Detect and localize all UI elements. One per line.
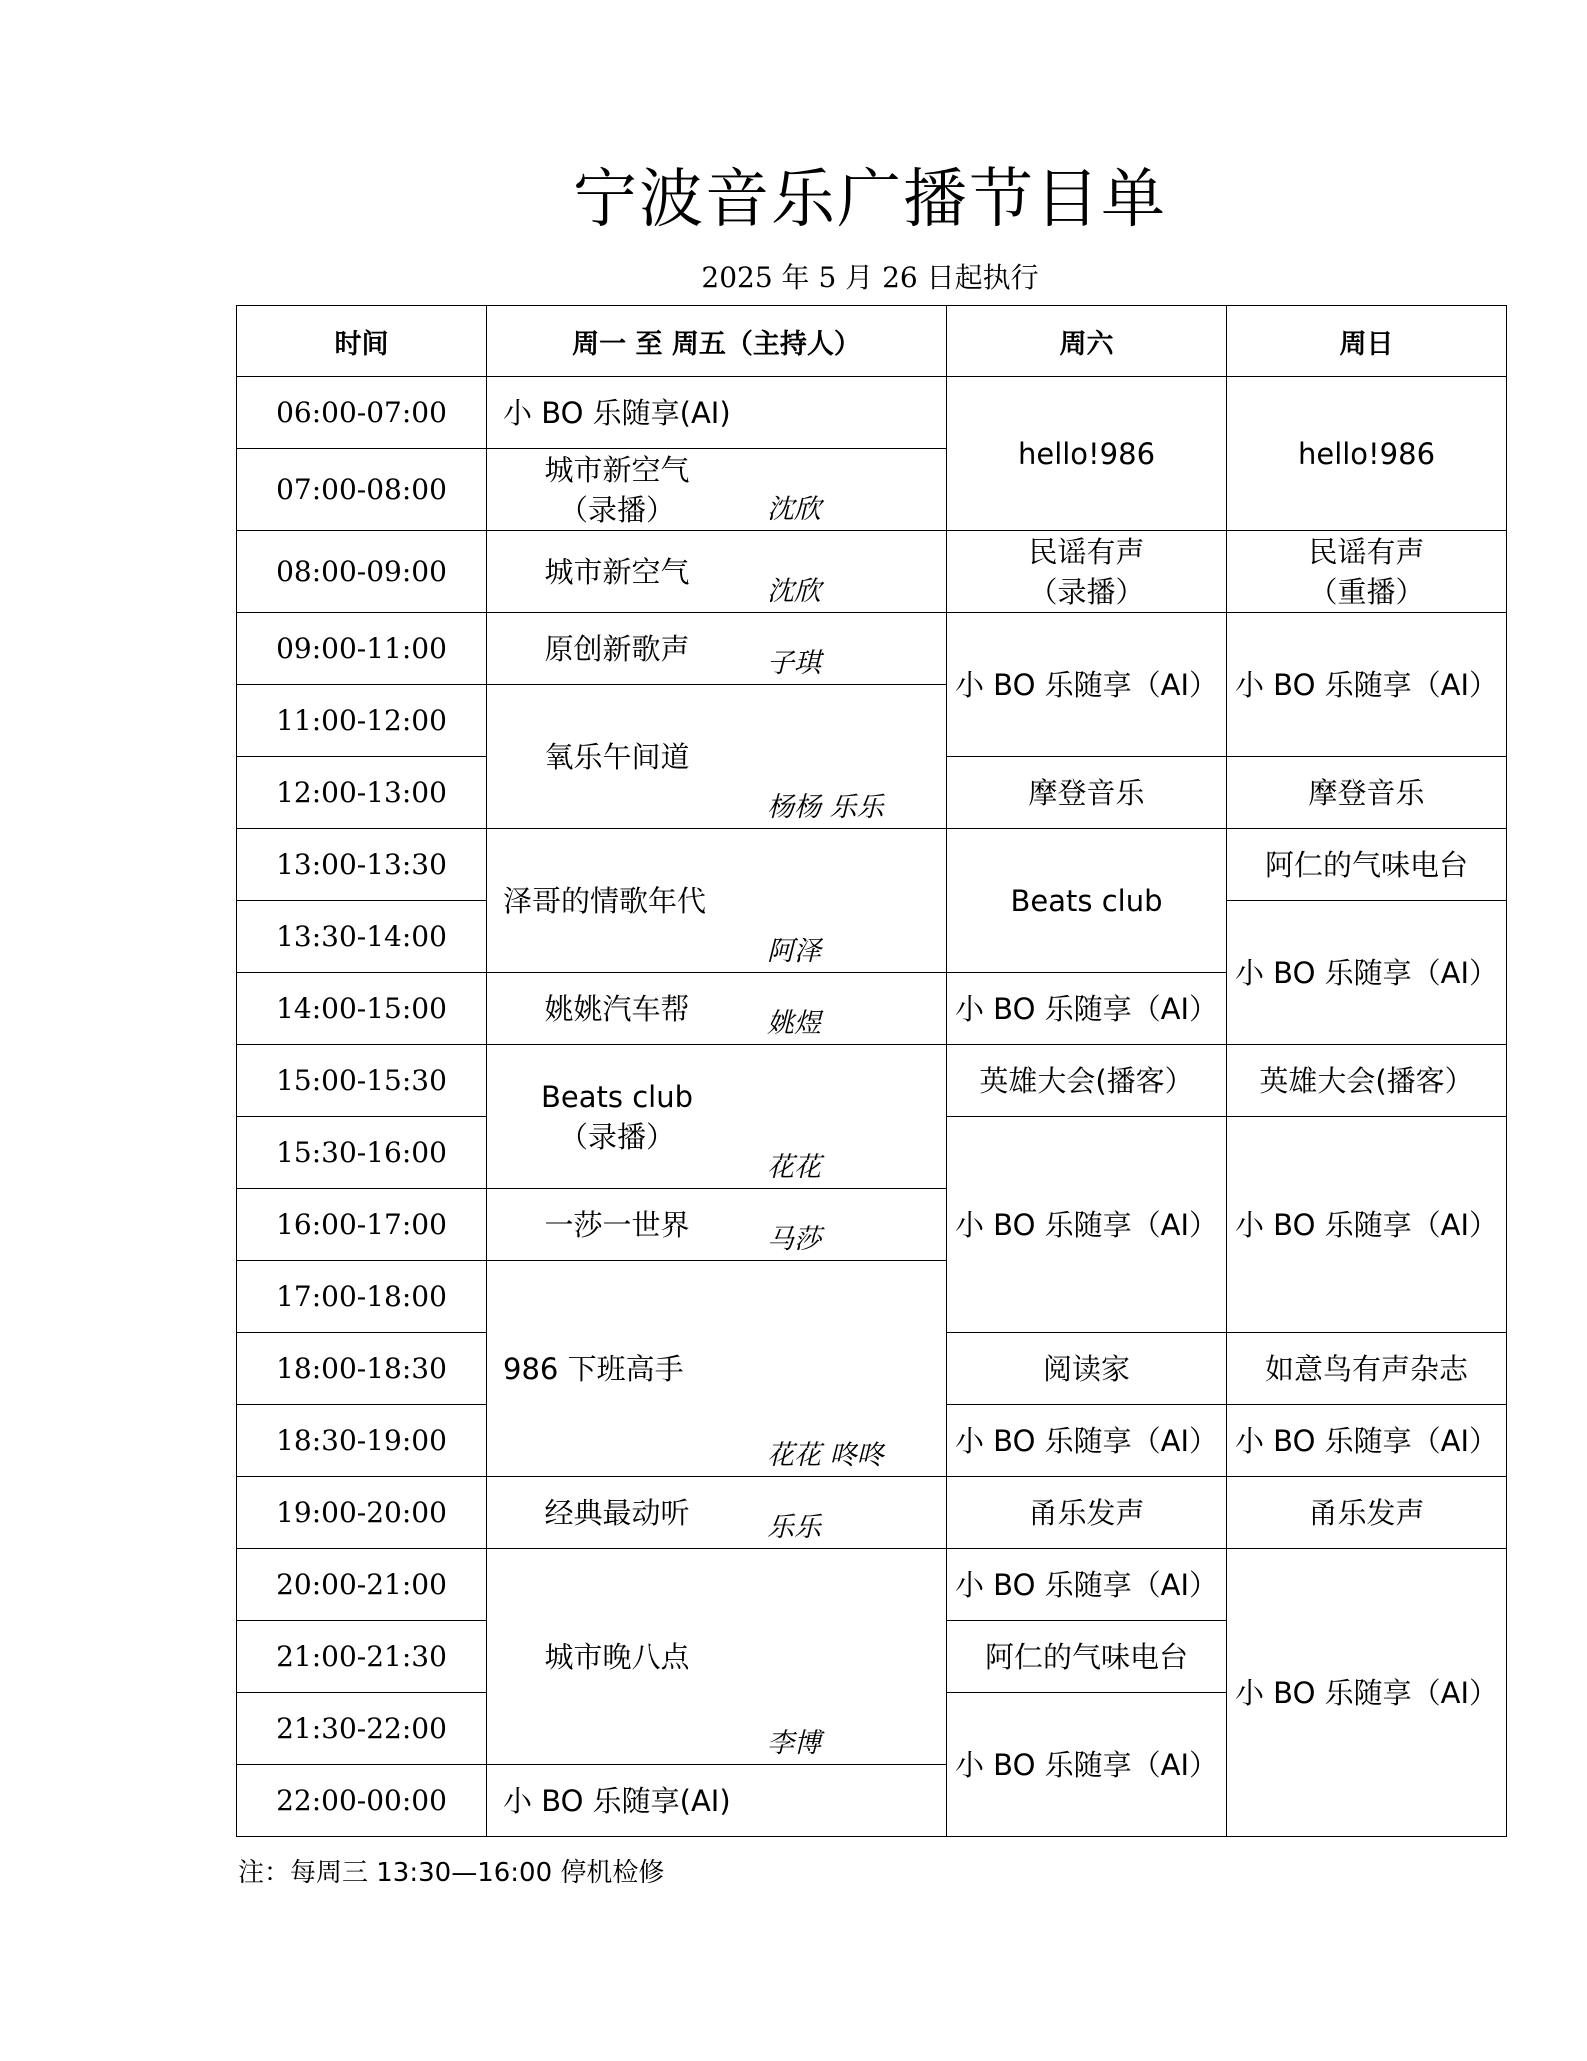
time-slot: 21:30-22:00	[237, 1693, 487, 1765]
program-host: 沈欣	[767, 494, 821, 525]
header-time: 时间	[237, 306, 487, 377]
time-slot: 17:00-18:00	[237, 1261, 487, 1333]
program-name: Beats club （录播）	[541, 1079, 693, 1154]
program-name: 氧乐午间道	[544, 739, 690, 774]
sunday-program: 小 BO 乐随享（AI）	[1227, 613, 1507, 757]
time-slot: 13:30-14:00	[237, 901, 487, 973]
time-slot: 08:00-09:00	[237, 531, 487, 613]
time-slot: 06:00-07:00	[237, 377, 487, 449]
time-slot: 07:00-08:00	[237, 449, 487, 531]
program-name: 姚姚汽车帮	[544, 991, 690, 1026]
header-weekday: 周一 至 周五（主持人）	[487, 306, 947, 377]
saturday-program: 小 BO 乐随享（AI）	[947, 1405, 1227, 1477]
time-slot: 12:00-13:00	[237, 757, 487, 829]
saturday-program: 小 BO 乐随享（AI）	[947, 1117, 1227, 1333]
weekday-program	[487, 1189, 947, 1261]
time-slot: 20:00-21:00	[237, 1549, 487, 1621]
weekday-program	[487, 1045, 947, 1189]
time-slot: 11:00-12:00	[237, 685, 487, 757]
schedule-table	[236, 305, 1507, 1837]
table-row	[237, 1477, 1507, 1549]
saturday-program: 摩登音乐	[947, 757, 1227, 829]
program-host: 花花	[767, 1152, 821, 1183]
time-slot: 13:00-13:30	[237, 829, 487, 901]
program-name: 泽哥的情歌年代	[503, 883, 707, 918]
weekday-program	[487, 1765, 947, 1837]
sunday-program: 小 BO 乐随享（AI）	[1227, 901, 1507, 1045]
saturday-program: hello!986	[947, 377, 1227, 531]
saturday-program: 小 BO 乐随享（AI）	[947, 973, 1227, 1045]
sunday-program: 如意鸟有声杂志	[1227, 1333, 1507, 1405]
header-sunday: 周日	[1227, 306, 1507, 377]
table-row	[237, 829, 1507, 901]
sunday-program: 阿仁的气味电台	[1227, 829, 1507, 901]
saturday-program: 英雄大会(播客）	[947, 1045, 1227, 1117]
time-slot: 18:30-19:00	[237, 1405, 487, 1477]
program-name: 一莎一世界	[544, 1207, 690, 1242]
maintenance-note: 注：每周三 13:30—16:00 停机检修	[238, 1858, 665, 1888]
saturday-program: 民谣有声 （录播）	[947, 531, 1227, 613]
weekday-program	[487, 1549, 947, 1765]
program-host: 阿泽	[767, 936, 821, 967]
time-slot: 22:00-00:00	[237, 1765, 487, 1837]
time-slot: 18:00-18:30	[237, 1333, 487, 1405]
weekday-program	[487, 377, 947, 449]
program-host: 子琪	[767, 648, 821, 679]
program-name: 986 下班高手	[503, 1351, 684, 1386]
table-row	[237, 1045, 1507, 1117]
program-name: 城市晚八点	[544, 1639, 690, 1674]
program-name: 城市新空气 （录播）	[544, 452, 690, 527]
sunday-program: 甬乐发声	[1227, 1477, 1507, 1549]
time-slot: 15:30-16:00	[237, 1117, 487, 1189]
table-row	[237, 377, 1507, 449]
sunday-program: hello!986	[1227, 377, 1507, 531]
time-slot: 21:00-21:30	[237, 1621, 487, 1693]
header-row	[237, 306, 1507, 377]
table-row	[237, 1549, 1507, 1621]
program-host: 杨杨 乐乐	[767, 792, 884, 823]
weekday-program	[487, 973, 947, 1045]
sunday-program: 英雄大会(播客）	[1227, 1045, 1507, 1117]
weekday-program	[487, 613, 947, 685]
sunday-program: 小 BO 乐随享（AI）	[1227, 1405, 1507, 1477]
time-slot: 14:00-15:00	[237, 973, 487, 1045]
program-host: 沈欣	[767, 576, 821, 607]
saturday-program: Beats club	[947, 829, 1227, 973]
weekday-program	[487, 1477, 947, 1549]
table-row	[237, 613, 1507, 685]
saturday-program: 阅读家	[947, 1333, 1227, 1405]
program-host: 马莎	[767, 1224, 821, 1255]
time-slot: 16:00-17:00	[237, 1189, 487, 1261]
program-host: 乐乐	[767, 1512, 821, 1543]
program-host: 姚煜	[767, 1008, 821, 1039]
weekday-program	[487, 449, 947, 531]
time-slot: 15:00-15:30	[237, 1045, 487, 1117]
program-name: 小 BO 乐随享(AI)	[503, 395, 731, 430]
time-slot: 09:00-11:00	[237, 613, 487, 685]
program-name: 小 BO 乐随享(AI)	[503, 1783, 731, 1818]
program-name: 经典最动听	[544, 1495, 690, 1530]
weekday-program	[487, 531, 947, 613]
page-subtitle: 2025 年 5 月 26 日起执行	[701, 261, 1039, 294]
saturday-program: 小 BO 乐随享（AI）	[947, 613, 1227, 757]
sunday-program: 小 BO 乐随享（AI）	[1227, 1549, 1507, 1837]
sunday-program: 民谣有声 （重播）	[1227, 531, 1507, 613]
time-slot: 19:00-20:00	[237, 1477, 487, 1549]
program-host: 李博	[767, 1728, 821, 1759]
saturday-program: 甬乐发声	[947, 1477, 1227, 1549]
header-saturday: 周六	[947, 306, 1227, 377]
program-name: 原创新歌声	[544, 631, 690, 666]
program-name: 城市新空气	[544, 554, 690, 589]
program-host: 花花 咚咚	[767, 1440, 884, 1471]
sunday-program: 小 BO 乐随享（AI）	[1227, 1117, 1507, 1333]
saturday-program: 小 BO 乐随享（AI）	[947, 1693, 1227, 1837]
table-row	[237, 531, 1507, 613]
saturday-program: 阿仁的气味电台	[947, 1621, 1227, 1693]
weekday-program	[487, 829, 947, 973]
weekday-program	[487, 1261, 947, 1477]
saturday-program: 小 BO 乐随享（AI）	[947, 1549, 1227, 1621]
page-title: 宁波音乐广播节目单	[573, 163, 1167, 237]
weekday-program	[487, 685, 947, 829]
sunday-program: 摩登音乐	[1227, 757, 1507, 829]
